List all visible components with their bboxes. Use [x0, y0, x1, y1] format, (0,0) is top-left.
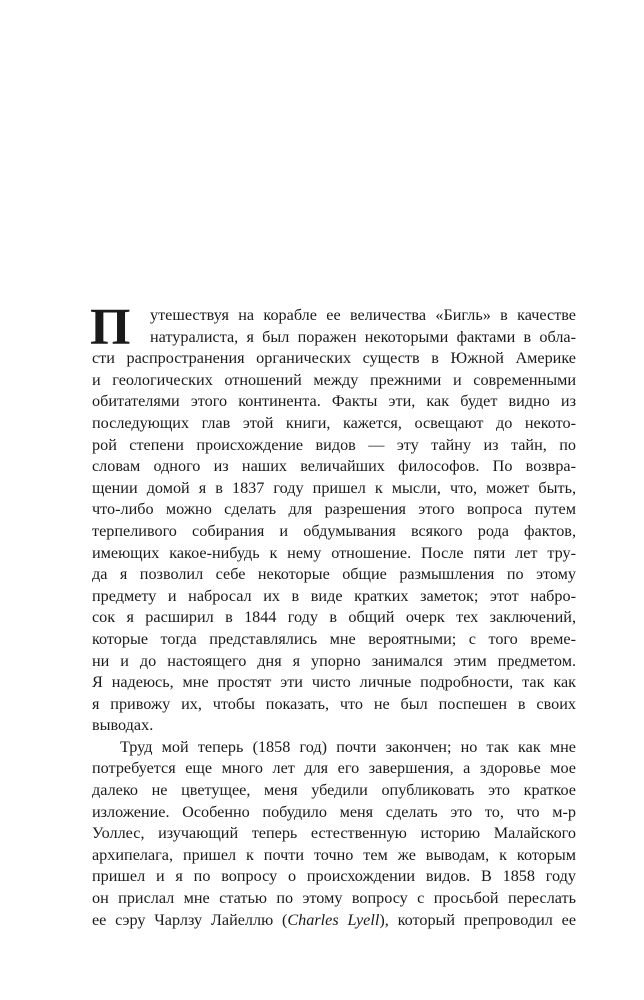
text-segment: ее сэру Чарлзу Лайеллю (	[92, 910, 288, 929]
body-text	[90, 299, 577, 931]
text-line: щении домой я в 1837 году пришел к мысли, что, может быть,	[92, 478, 576, 497]
text-line: обитателями этого континента. Факты эти, как будет видно из	[92, 392, 576, 411]
text-line: натуралиста, я был поражен некоторыми фактами в обла-	[150, 327, 576, 346]
paragraph-2	[92, 737, 576, 931]
text-line: предмету и набросал их в виде кратких заметок; этот набро-	[92, 586, 576, 605]
drop-cap: П	[90, 299, 131, 356]
text-line: утешествуя на корабле ее величества «Бигль» в качестве	[150, 306, 576, 324]
text-line-with-italic	[92, 910, 576, 932]
text-line: рой степени происхождение видов — эту тайну из тайн, по	[92, 435, 576, 454]
text-line: пришел и я по вопросу о происхождении видов. В 1858 году	[92, 867, 576, 886]
text-segment: ), который препроводил ее	[379, 910, 577, 929]
italic-name: Charles Lyell	[287, 910, 380, 929]
text-line: он прислал мне статью по этому вопросу с просьбой переслать	[92, 889, 576, 908]
text-line: терпеливого собирания и обдумывания всякого рода фактов,	[92, 521, 576, 540]
text-line: потребуется еще много лет для его завершения, а здоровье мое	[92, 759, 576, 778]
paragraph-1	[90, 299, 576, 737]
text-line: которые тогда представлялись мне вероятными; с того време-	[92, 629, 576, 648]
text-line: выводах.	[92, 716, 154, 735]
text-line: я привожу их, чтобы показать, что не был поспешен в своих	[92, 694, 576, 713]
text-line: последующих глав этой книги, кажется, освещают до некото-	[92, 413, 576, 432]
text-line: Я надеюсь, мне простят эти чисто личные подробности, так как	[92, 673, 576, 692]
text-line: Уоллес, изучающий теперь естественную историю Малайского	[92, 824, 576, 843]
text-line: словам одного из наших величайших философов. По возвра-	[92, 457, 576, 476]
text-line: и геологических отношений между прежними и современными	[92, 370, 576, 389]
text-line: архипелага, пришел к почти точно тем же выводам, к которым	[92, 845, 576, 864]
text-line: сти распространения органических существ в Южной Америке	[92, 349, 576, 368]
text-line: да я позволил себе некоторые общие размышления по этому	[92, 565, 576, 584]
text-line: имеющих какое-нибудь к нему отношение. После пяти лет тру-	[92, 543, 576, 562]
text-line: Труд мой теперь (1858 год) почти закончен; но так как мне	[120, 737, 576, 756]
text-line: ни и до настоящего дня я упорно занимался этим предметом.	[92, 651, 576, 670]
text-line: сок я расширил в 1844 году в общий очерк тех заключений,	[92, 608, 576, 627]
text-line: далеко не цветущее, меня убедили опубликовать это краткое	[92, 781, 576, 800]
text-line: изложение. Особенно побудило меня сделать это то, что м-р	[92, 802, 576, 821]
text-line: что-либо можно сделать для разрешения этого вопроса путем	[92, 500, 576, 519]
